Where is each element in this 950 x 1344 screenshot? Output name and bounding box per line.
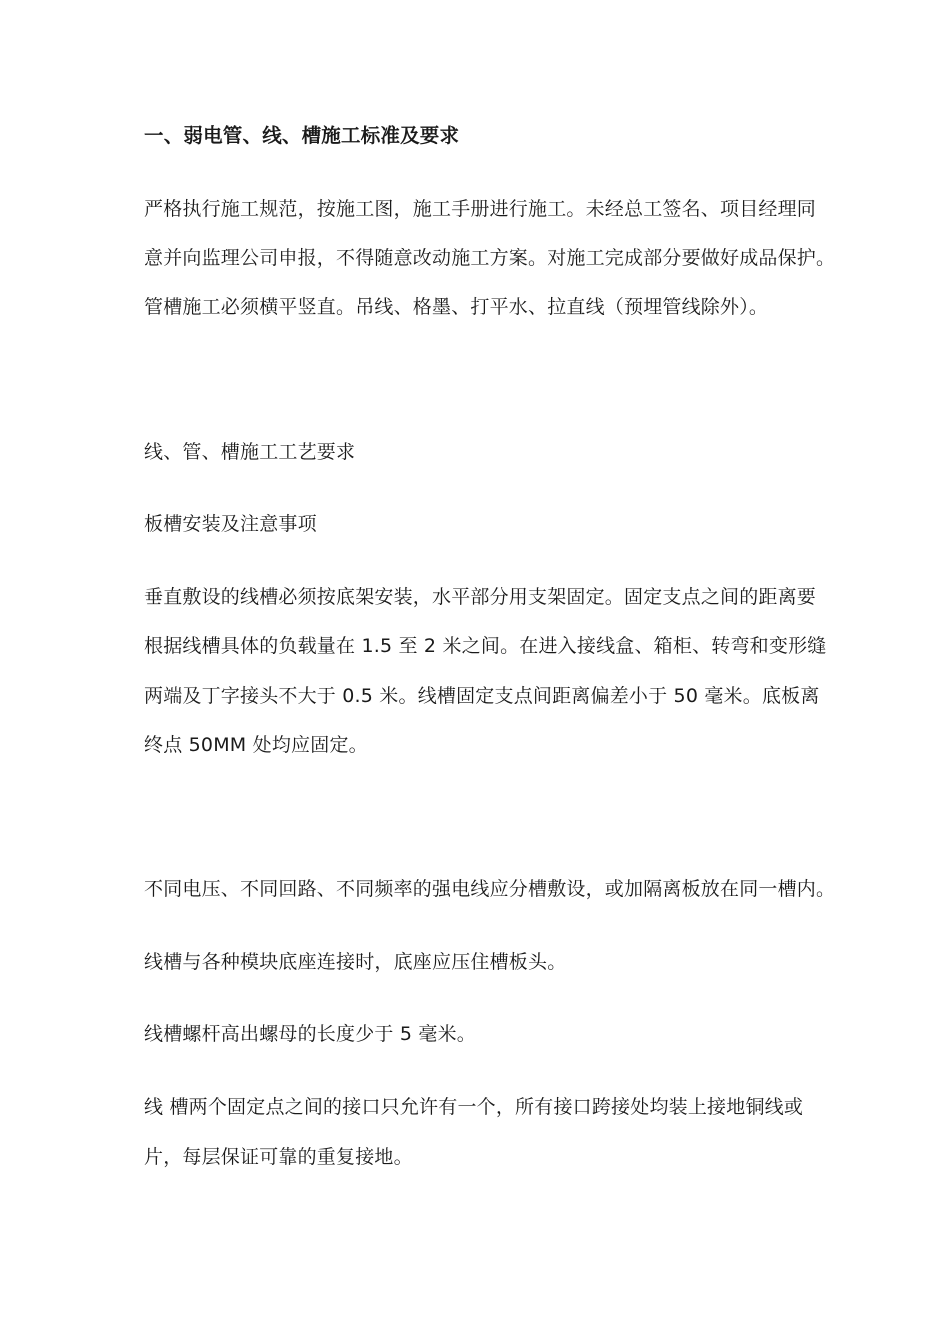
grounding-line-2: 片，每层保证可靠的重复接地。 (144, 1146, 413, 1168)
section-title: 线、管、槽施工工艺要求 (144, 441, 356, 463)
rule-line-1: 不同电压、不同回路、不同频率的强电线应分槽敷设，或加隔离板放在同一槽内。 (144, 878, 836, 900)
install-line-4: 终点 50MM 处均应固定。 (144, 734, 368, 756)
grounding-line-1: 线 槽两个固定点之间的接口只允许有一个，所有接口跨接处均装上接地铜线或 (144, 1096, 804, 1118)
intro-line-2: 意并向监理公司申报，不得随意改动施工方案。对施工完成部分要做好成品保护。 (144, 247, 836, 269)
intro-line-3: 管槽施工必须横平竖直。吊线、格墨、打平水、拉直线（预埋管线除外）。 (144, 296, 769, 318)
intro-line-1: 严格执行施工规范，按施工图，施工手册进行施工。未经总工签名、项目经理同 (144, 198, 817, 220)
install-line-3: 两端及丁字接头不大于 0.5 米。线槽固定支点间距离偏差小于 50 毫米。底板离 (144, 685, 820, 707)
document-heading: 一、弱电管、线、槽施工标准及要求 (144, 124, 460, 147)
install-line-2: 根据线槽具体的负载量在 1.5 至 2 米之间。在进入接线盒、箱柜、转弯和变形缝 (144, 635, 827, 657)
install-line-1: 垂直敷设的线槽必须按底架安装，水平部分用支架固定。固定支点之间的距离要 (144, 586, 817, 608)
rule-line-3: 线槽螺杆高出螺母的长度少于 5 毫米。 (144, 1023, 476, 1045)
rule-line-2: 线槽与各种模块底座连接时，底座应压住槽板头。 (144, 951, 567, 973)
subsection-title: 板槽安装及注意事项 (144, 513, 317, 535)
